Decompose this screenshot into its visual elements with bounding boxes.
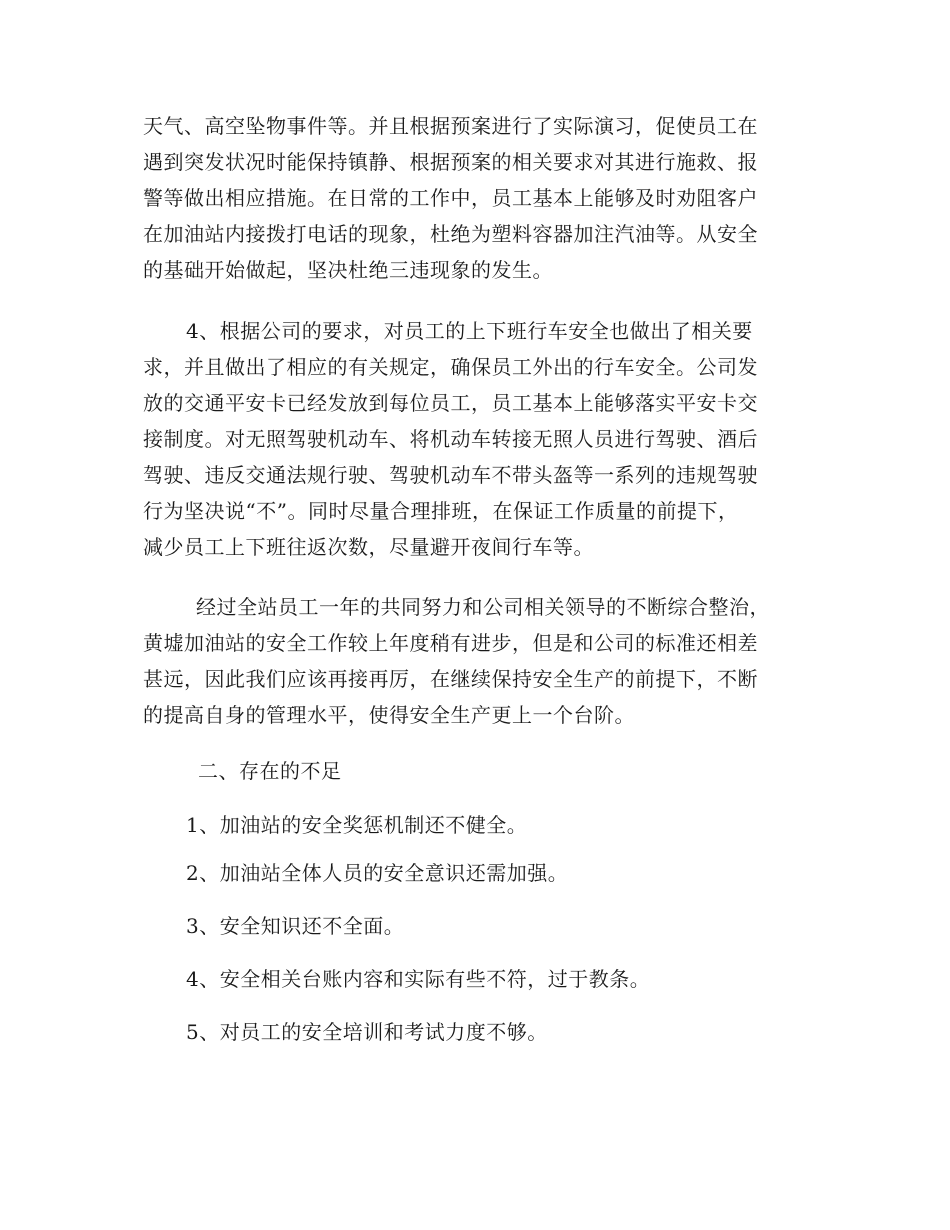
paragraph-1-line-3: 警等做出相应措施。在日常的工作中，员工基本上能够及时劝阻客户 <box>143 186 758 210</box>
paragraph-2-line-7: 减少员工上下班往返次数，尽量避开夜间行车等。 <box>143 535 594 559</box>
paragraph-2-line-6: 行为坚决说“不”。同时尽量合理排班，在保证工作质量的前提下， <box>143 499 739 523</box>
paragraph-2-line-1: 4、根据公司的要求，对员工的上下班行车安全也做出了相关要 <box>186 319 753 343</box>
paragraph-1-line-2: 遇到突发状况时能保持镇静、根据预案的相关要求对其进行施救、报 <box>143 150 758 174</box>
paragraph-1-line-4: 在加油站内接拨打电话的现象，杜绝为塑料容器加注汽油等。从安全 <box>143 222 758 246</box>
list-item: 3、安全知识还不全面。 <box>186 914 405 938</box>
paragraph-2-line-2: 求，并且做出了相应的有关规定，确保员工外出的行车安全。公司发 <box>143 355 758 379</box>
list-item: 1、加油站的安全奖惩机制还不健全。 <box>186 813 528 837</box>
section-heading: 二、存在的不足 <box>198 759 342 783</box>
paragraph-3-line-4: 的提高自身的管理水平，使得安全生产更上一个台阶。 <box>143 703 635 727</box>
paragraph-3-line-2: 黄墟加油站的安全工作较上年度稍有进步，但是和公司的标准还相差 <box>143 631 758 655</box>
list-item: 2、加油站全体人员的安全意识还需加强。 <box>186 861 569 885</box>
list-item: 5、对员工的安全培训和考试力度不够。 <box>186 1020 548 1044</box>
paragraph-3-line-1: 经过全站员工一年的共同努力和公司相关领导的不断综合整治， <box>196 595 770 619</box>
paragraph-2-line-3: 放的交通平安卡已经发放到每位员工，员工基本上能够落实平安卡交 <box>143 391 758 415</box>
paragraph-1-line-1: 天气、高空坠物事件等。并且根据预案进行了实际演习，促使员工在 <box>143 114 758 138</box>
paragraph-2-line-5: 驾驶、违反交通法规行驶、驾驶机动车不带头盔等一系列的违规驾驶 <box>143 463 758 487</box>
paragraph-2-line-4: 接制度。对无照驾驶机动车、将机动车转接无照人员进行驾驶、酒后 <box>143 427 758 451</box>
paragraph-3-line-3: 甚远，因此我们应该再接再厉，在继续保持安全生产的前提下，不断 <box>143 667 758 691</box>
list-item: 4、安全相关台账内容和实际有些不符，过于教条。 <box>186 967 651 991</box>
paragraph-1-line-5: 的基础开始做起，坚决杜绝三违现象的发生。 <box>143 258 553 282</box>
